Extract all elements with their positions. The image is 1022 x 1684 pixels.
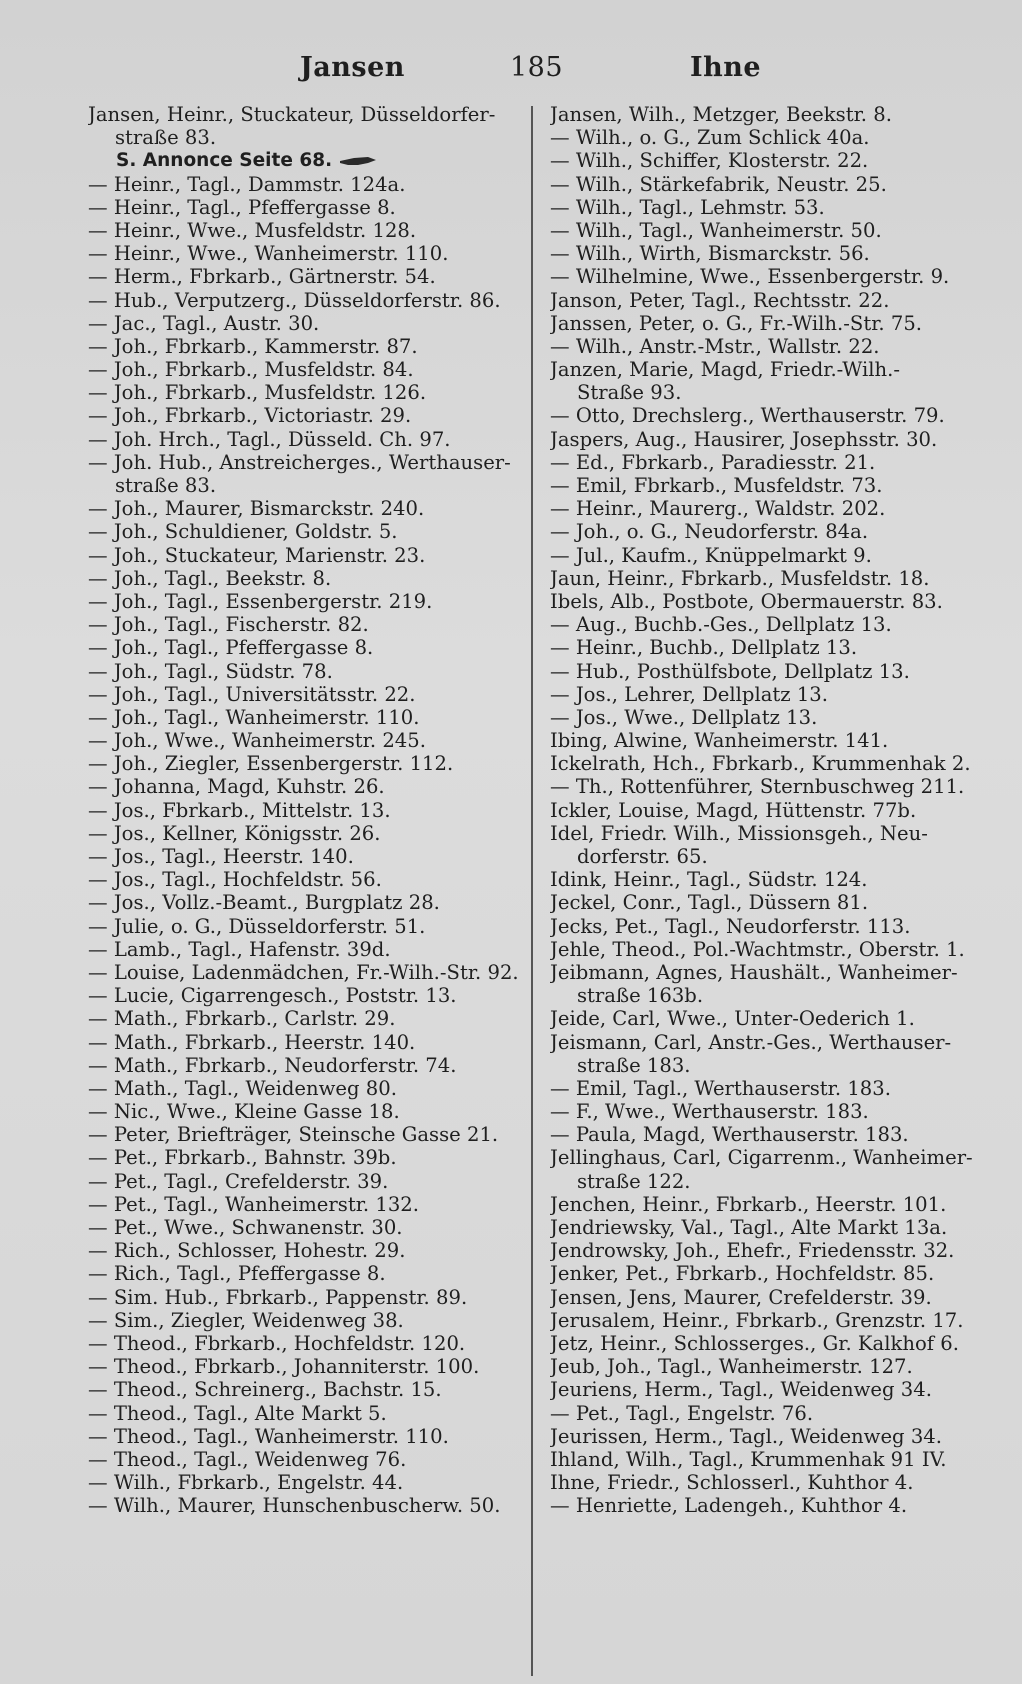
directory-entry: — Joh., Ziegler, Essenbergerstr. 112. xyxy=(88,752,454,776)
directory-entry: — Joh. Hrch., Tagl., Düsseld. Ch. 97. xyxy=(88,427,451,451)
directory-entry: — Heinr., Maurerg., Waldstr. 202. xyxy=(550,497,886,521)
directory-entry: — Joh. Hub., Anstreicherges., Werthauser- xyxy=(88,450,511,474)
directory-entry: — Joh., Tagl., Pfeffergasse 8. xyxy=(88,636,374,660)
entry-continuation: straße 83. xyxy=(115,126,217,150)
directory-entry: Ickelrath, Hch., Fbrkarb., Krummenhak 2. xyxy=(550,752,971,776)
directory-entry: — Joh., Wwe., Wanheimerstr. 245. xyxy=(88,729,426,753)
directory-entry: — Theod., Fbrkarb., Hochfeldstr. 120. xyxy=(88,1331,466,1355)
directory-entry: — Herm., Fbrkarb., Gärtnerstr. 54. xyxy=(88,265,436,289)
directory-entry: Janzen, Marie, Magd, Friedr.-Wilh.- xyxy=(550,358,901,382)
directory-entry: — Sim., Ziegler, Weidenweg 38. xyxy=(88,1308,404,1332)
directory-entry: — Wilh., Tagl., Wanheimerstr. 50. xyxy=(550,218,882,242)
directory-entry: Jehle, Theod., Pol.-Wachtmstr., Oberstr. 1. xyxy=(550,937,965,961)
directory-entry: — Joh., Fbrkarb., Musfeldstr. 84. xyxy=(88,358,414,382)
entry-continuation: straße 183. xyxy=(577,1053,691,1077)
directory-entry: Jendriewsky, Val., Tagl., Alte Markt 13a. xyxy=(550,1216,948,1239)
directory-entry: Jaun, Heinr., Fbrkarb., Musfeldstr. 18. xyxy=(550,566,930,590)
directory-entry: Jenchen, Heinr., Fbrkarb., Heerstr. 101. xyxy=(550,1192,947,1216)
directory-entry: — Jos., Tagl., Heerstr. 140. xyxy=(88,845,354,868)
directory-entry: Ibels, Alb., Postbote, Obermauerstr. 83. xyxy=(550,589,943,613)
directory-entry: — Joh., o. G., Neudorferstr. 84a. xyxy=(550,520,869,544)
directory-entry: — Aug., Buchb.-Ges., Dellplatz 13. xyxy=(550,613,892,637)
directory-entry: — Math., Tagl., Weidenweg 80. xyxy=(88,1076,397,1100)
directory-entry: — Wilh., Tagl., Lehmstr. 53. xyxy=(550,195,825,219)
directory-entry: Idel, Friedr. Wilh., Missionsgeh., Neu- xyxy=(550,821,928,845)
directory-entry: — Rich., Tagl., Pfeffergasse 8. xyxy=(88,1262,386,1286)
directory-entry: — Theod., Fbrkarb., Johanniterstr. 100. xyxy=(88,1355,480,1379)
entry-continuation: straße 122. xyxy=(577,1169,691,1193)
directory-entry: — Wilh., o. G., Zum Schlick 40a. xyxy=(550,126,870,150)
directory-entry: Jansen, Heinr., Stuckateur, Düsseldorfer- xyxy=(88,103,496,126)
directory-entry: — Math., Fbrkarb., Heerstr. 140. xyxy=(88,1030,416,1054)
directory-entry: — Jac., Tagl., Austr. 30. xyxy=(88,311,320,335)
directory-entry: — Heinr., Buchb., Dellplatz 13. xyxy=(550,636,858,660)
directory-entry: — Johanna, Magd, Kuhstr. 26. xyxy=(88,775,385,799)
directory-entry: — Nic., Wwe., Kleine Gasse 18. xyxy=(88,1100,400,1124)
directory-entry: — Heinr., Tagl., Pfeffergasse 8. xyxy=(88,195,396,219)
directory-entry: — Jos., Tagl., Hochfeldstr. 56. xyxy=(88,868,382,892)
directory-entry: — Peter, Briefträger, Steinsche Gasse 21. xyxy=(88,1123,499,1147)
directory-entry: — Th., Rottenführer, Sternbuschweg 211. xyxy=(550,775,965,799)
annonce-reference: S. Annonce Seite 68. xyxy=(88,149,543,172)
header-left-name: Jansen xyxy=(300,52,405,83)
directory-entry: Jeide, Carl, Wwe., Unter-Oederich 1. xyxy=(550,1007,915,1031)
directory-entry: Jansen, Wilh., Metzger, Beekstr. 8. xyxy=(550,103,892,126)
directory-entry: Jeckel, Conr., Tagl., Düssern 81. xyxy=(550,891,869,915)
directory-entry: — Wilh., Maurer, Hunschenbuscherw. 50. xyxy=(88,1494,501,1518)
directory-entry: — Pet., Tagl., Wanheimerstr. 132. xyxy=(88,1192,419,1216)
directory-entry: Jeuriens, Herm., Tagl., Weidenweg 34. xyxy=(550,1378,932,1402)
directory-entry: — Heinr., Tagl., Dammstr. 124a. xyxy=(88,172,406,196)
directory-entry: — Jos., Lehrer, Dellplatz 13. xyxy=(550,682,828,706)
directory-entry: — Rich., Schlosser, Hohestr. 29. xyxy=(88,1239,406,1263)
directory-entry: — Joh., Tagl., Essenbergerstr. 219. xyxy=(88,589,433,613)
directory-entry: Janson, Peter, Tagl., Rechtsstr. 22. xyxy=(550,288,890,312)
directory-entry: Jaspers, Aug., Hausirer, Josephsstr. 30. xyxy=(550,427,938,451)
entry-continuation: dorferstr. 65. xyxy=(577,845,708,868)
directory-entry: Idink, Heinr., Tagl., Südstr. 124. xyxy=(550,868,868,892)
directory-entry: — Jos., Kellner, Königsstr. 26. xyxy=(88,821,381,845)
header-right-name: Ihne xyxy=(690,52,762,83)
directory-entry: — Pet., Fbrkarb., Bahnstr. 39b. xyxy=(88,1146,397,1170)
page-number: 185 xyxy=(510,52,564,83)
directory-entry: — Sim. Hub., Fbrkarb., Pappenstr. 89. xyxy=(88,1285,468,1309)
directory-entry: — Jos., Vollz.-Beamt., Burgplatz 28. xyxy=(88,891,440,915)
directory-entry: — Heinr., Wwe., Musfeldstr. 128. xyxy=(88,218,417,242)
directory-entry: — Joh., Tagl., Südstr. 78. xyxy=(88,659,333,683)
directory-entry: — Joh., Tagl., Universitätsstr. 22. xyxy=(88,682,416,706)
directory-entry: — Louise, Ladenmädchen, Fr.-Wilh.-Str. 92. xyxy=(88,960,519,984)
directory-entry: Jeurissen, Herm., Tagl., Weidenweg 34. xyxy=(550,1424,942,1448)
directory-entry: Ihne, Friedr., Schlosserl., Kuhthor 4. xyxy=(550,1471,914,1495)
directory-entry: — Theod., Schreinerg., Bachstr. 15. xyxy=(88,1378,442,1402)
entry-continuation: Straße 93. xyxy=(577,381,682,405)
entry-continuation: straße 163b. xyxy=(577,984,704,1008)
directory-entry: — Henriette, Ladengeh., Kuhthor 4. xyxy=(550,1494,908,1518)
directory-entry: Ickler, Louise, Magd, Hüttenstr. 77b. xyxy=(550,798,917,822)
directory-entry: Jeub, Joh., Tagl., Wanheimerstr. 127. xyxy=(550,1355,913,1379)
directory-entry: — Jos., Fbrkarb., Mittelstr. 13. xyxy=(88,798,391,822)
directory-entry: — Wilh., Schiffer, Klosterstr. 22. xyxy=(550,149,869,173)
directory-entry: — Ed., Fbrkarb., Paradiesstr. 21. xyxy=(550,450,876,474)
directory-entry: — Joh., Tagl., Fischerstr. 82. xyxy=(88,613,369,637)
directory-entry: — F., Wwe., Werthauserstr. 183. xyxy=(550,1100,869,1124)
directory-entry: — Emil, Fbrkarb., Musfeldstr. 73. xyxy=(550,474,883,497)
directory-entry: — Hub., Posthülfsbote, Dellplatz 13. xyxy=(550,659,910,683)
directory-entry: — Joh., Schuldiener, Goldstr. 5. xyxy=(88,520,398,544)
directory-entry: Jerusalem, Heinr., Fbrkarb., Grenzstr. 17. xyxy=(550,1308,964,1332)
directory-entry: — Joh., Stuckateur, Marienstr. 23. xyxy=(88,543,426,567)
directory-entry: — Math., Fbrkarb., Carlstr. 29. xyxy=(88,1007,396,1031)
directory-entry: — Joh., Tagl., Beekstr. 8. xyxy=(88,566,332,590)
directory-entry: — Wilhelmine, Wwe., Essenbergerstr. 9. xyxy=(550,265,950,289)
directory-entry: Jenker, Pet., Fbrkarb., Hochfeldstr. 85. xyxy=(550,1262,935,1286)
directory-entry: — Wilh., Anstr.-Mstr., Wallstr. 22. xyxy=(550,334,880,358)
pointing-hand-icon xyxy=(338,154,378,168)
directory-entry: — Wilh., Stärkefabrik, Neustr. 25. xyxy=(550,172,887,196)
directory-entry: — Theod., Tagl., Weidenweg 76. xyxy=(88,1447,407,1471)
directory-entry: Janssen, Peter, o. G., Fr.-Wilh.-Str. 75. xyxy=(550,311,923,335)
directory-entry: — Wilh., Wirth, Bismarckstr. 56. xyxy=(550,242,870,266)
directory-entry: — Pet., Tagl., Engelstr. 76. xyxy=(550,1401,814,1425)
directory-entry: — Theod., Tagl., Wanheimerstr. 110. xyxy=(88,1424,449,1448)
directory-entry: — Lamb., Tagl., Hafenstr. 39d. xyxy=(88,937,391,961)
right-column xyxy=(550,103,990,1517)
directory-entry: Jeibmann, Agnes, Haushält., Wanheimer- xyxy=(550,960,958,984)
directory-entry: — Joh., Fbrkarb., Victoriastr. 29. xyxy=(88,404,412,428)
directory-entry: — Julie, o. G., Düsseldorferstr. 51. xyxy=(88,914,426,938)
directory-entry: Jendrowsky, Joh., Ehefr., Friedensstr. 32. xyxy=(550,1239,955,1263)
directory-entry: Ihland, Wilh., Tagl., Krummenhak 91 IV. xyxy=(550,1447,947,1471)
directory-entry: — Heinr., Wwe., Wanheimerstr. 110. xyxy=(88,242,449,266)
directory-entry: — Jul., Kaufm., Knüppelmarkt 9. xyxy=(550,543,872,567)
directory-entry: — Pet., Wwe., Schwanenstr. 30. xyxy=(88,1216,403,1239)
directory-entry: — Otto, Drechslerg., Werthauserstr. 79. xyxy=(550,404,945,428)
directory-entry: Jensen, Jens, Maurer, Crefelderstr. 39. xyxy=(550,1285,932,1309)
directory-entry: — Paula, Magd, Werthauserstr. 183. xyxy=(550,1123,909,1147)
directory-entry: — Lucie, Cigarrengesch., Poststr. 13. xyxy=(88,984,457,1008)
directory-entry: — Hub., Verputzerg., Düsseldorferstr. 86. xyxy=(88,288,501,312)
directory-entry: — Jos., Wwe., Dellplatz 13. xyxy=(550,705,818,729)
directory-entry: — Theod., Tagl., Alte Markt 5. xyxy=(88,1401,387,1425)
directory-entry: — Joh., Tagl., Wanheimerstr. 110. xyxy=(88,705,420,729)
directory-entry: — Wilh., Fbrkarb., Engelstr. 44. xyxy=(88,1471,404,1495)
entry-continuation: straße 83. xyxy=(115,474,217,497)
directory-entry: Jetz, Heinr., Schlosserges., Gr. Kalkhof 6. xyxy=(550,1331,959,1355)
column-divider xyxy=(531,106,533,1676)
directory-entry: Jellinghaus, Carl, Cigarrenm., Wanheimer- xyxy=(550,1146,973,1170)
directory-entry: — Joh., Fbrkarb., Musfeldstr. 126. xyxy=(88,381,427,405)
directory-entry: — Math., Fbrkarb., Neudorferstr. 74. xyxy=(88,1053,457,1077)
directory-entry: — Joh., Fbrkarb., Kammerstr. 87. xyxy=(88,334,418,358)
directory-entry: — Pet., Tagl., Crefelderstr. 39. xyxy=(88,1169,389,1193)
directory-entry: — Joh., Maurer, Bismarckstr. 240. xyxy=(88,497,425,521)
directory-entry: Ibing, Alwine, Wanheimerstr. 141. xyxy=(550,729,889,753)
directory-entry: Jecks, Pet., Tagl., Neudorferstr. 113. xyxy=(550,914,911,938)
directory-entry: — Emil, Tagl., Werthauserstr. 183. xyxy=(550,1076,891,1100)
page-header xyxy=(0,52,1022,92)
left-column xyxy=(88,103,543,1517)
directory-entry: Jeismann, Carl, Anstr.-Ges., Werthauser- xyxy=(550,1030,952,1054)
